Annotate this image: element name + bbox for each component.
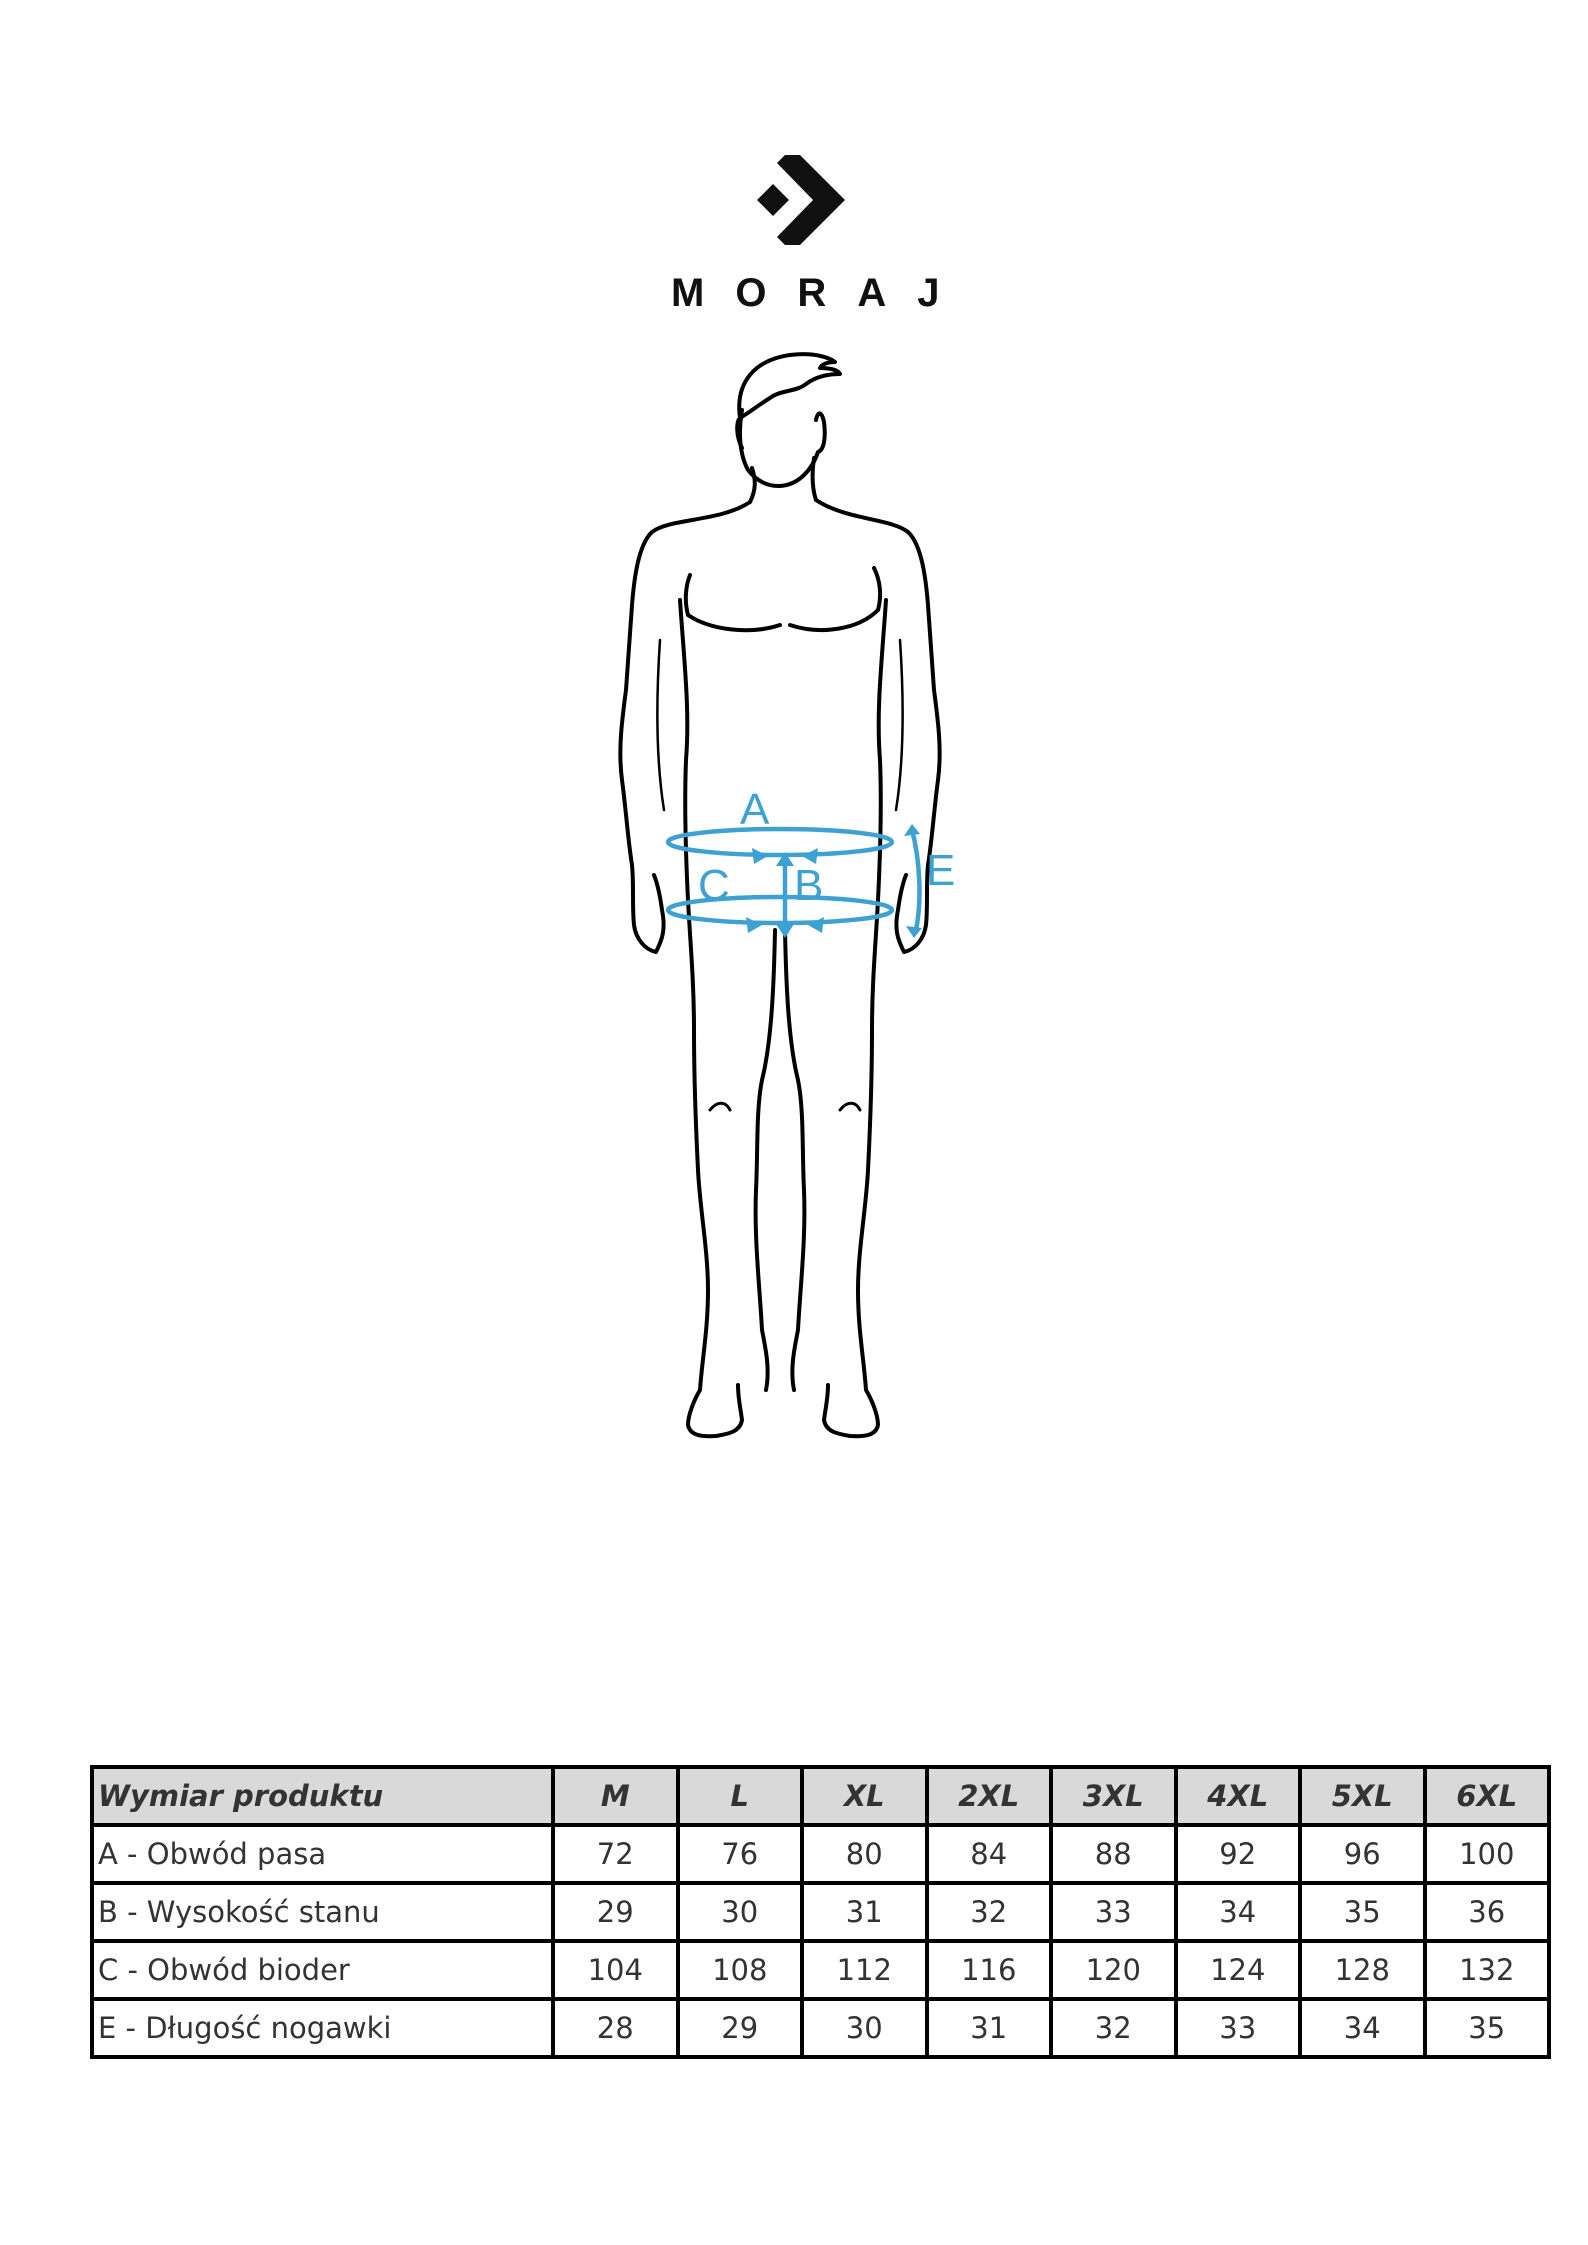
torso-outline — [620, 502, 750, 952]
table-row — [92, 1941, 1549, 1999]
brand-logo — [640, 155, 971, 325]
table-cell: 120 — [1051, 1941, 1176, 1999]
header-size: 4XL — [1176, 1767, 1301, 1825]
table-cell: 36 — [1425, 1883, 1550, 1941]
header-dimension: Wymiar produktu — [92, 1767, 553, 1825]
label-c: C — [698, 861, 730, 910]
table-cell: 35 — [1425, 1999, 1550, 2057]
label-b: B — [794, 861, 824, 910]
header-size: L — [678, 1767, 803, 1825]
table-header-row — [92, 1767, 1549, 1825]
header-size: 2XL — [927, 1767, 1052, 1825]
table-cell: 32 — [927, 1883, 1052, 1941]
table-cell: 84 — [927, 1825, 1052, 1883]
row-label: C - Obwód bioder — [92, 1941, 553, 1999]
table-cell: 96 — [1300, 1825, 1425, 1883]
table-cell: 32 — [1051, 1999, 1176, 2057]
table-cell: 31 — [927, 1999, 1052, 2057]
hair-outline — [739, 354, 840, 418]
row-label: E - Długość nogawki — [92, 1999, 553, 2057]
table-cell: 116 — [927, 1941, 1052, 1999]
table-cell: 108 — [678, 1941, 803, 1999]
table-cell: 92 — [1176, 1825, 1301, 1883]
size-table — [90, 1765, 1551, 2059]
table-cell: 30 — [802, 1999, 927, 2057]
table-cell: 30 — [678, 1883, 803, 1941]
table-row — [92, 1999, 1549, 2057]
header-size: M — [553, 1767, 678, 1825]
header-size: 5XL — [1300, 1767, 1425, 1825]
table-cell: 34 — [1176, 1883, 1301, 1941]
body-figure — [590, 340, 1010, 1540]
table-cell: 72 — [553, 1825, 678, 1883]
table-cell: 31 — [802, 1883, 927, 1941]
table-cell: 34 — [1300, 1999, 1425, 2057]
header-size: 6XL — [1425, 1767, 1550, 1825]
row-label: A - Obwód pasa — [92, 1825, 553, 1883]
table-cell: 88 — [1051, 1825, 1176, 1883]
header-size: 3XL — [1051, 1767, 1176, 1825]
label-e: E — [926, 846, 956, 895]
table-cell: 100 — [1425, 1825, 1550, 1883]
logo-chevron-icon — [755, 155, 845, 245]
table-cell: 124 — [1176, 1941, 1301, 1999]
table-cell: 132 — [1425, 1941, 1550, 1999]
table-cell: 80 — [802, 1825, 927, 1883]
table-cell: 76 — [678, 1825, 803, 1883]
table-cell: 35 — [1300, 1883, 1425, 1941]
label-a: A — [740, 785, 770, 834]
table-cell: 112 — [802, 1941, 927, 1999]
table-cell: 33 — [1176, 1999, 1301, 2057]
row-label: B - Wysokość stanu — [92, 1883, 553, 1941]
inseam-guide — [912, 830, 919, 930]
table-cell: 104 — [553, 1941, 678, 1999]
table-row — [92, 1883, 1549, 1941]
table-cell: 29 — [553, 1883, 678, 1941]
legs-outline — [756, 930, 775, 1390]
waist-guide — [668, 829, 892, 855]
brand-name: MORAJ — [671, 271, 971, 315]
table-cell: 28 — [553, 1999, 678, 2057]
table-cell: 33 — [1051, 1883, 1176, 1941]
header-size: XL — [802, 1767, 927, 1825]
table-cell: 29 — [678, 1999, 803, 2057]
table-cell: 128 — [1300, 1941, 1425, 1999]
table-row — [92, 1825, 1549, 1883]
